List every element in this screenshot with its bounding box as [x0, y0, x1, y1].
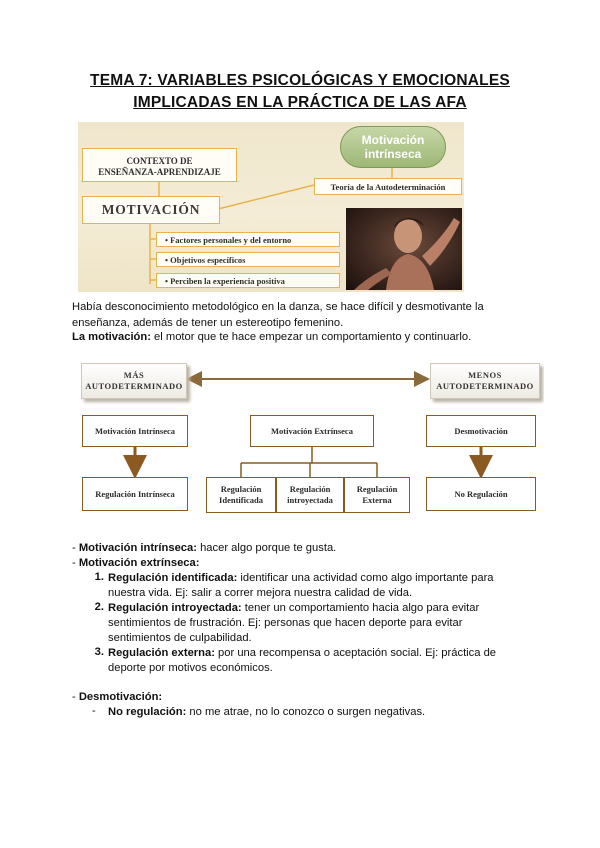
external-label: Regulación externa:: [108, 647, 215, 659]
factor-item-3: • Perciben la experiencia positiva: [156, 273, 340, 288]
less-line-1: MENOS: [468, 370, 502, 380]
intrinsic-text: hacer algo porque te gusta.: [196, 542, 337, 554]
identified-text: identificar una actividad como algo importante para nuestra vida. Ej: salir a correr mejora nuestra calidad de vida.: [108, 572, 494, 599]
intrinsic-motivation-item: - Motivación intrínseca: hacer algo porque te gusta.: [72, 542, 337, 554]
more-line-1: MÁS: [123, 370, 145, 380]
more-line-2: AUTODETERMINADO: [85, 381, 183, 391]
introjected-text: tener un comportamiento hacia algo para evitar sentimientos de frustración. Ej: personas que hacen deporte para evitar sentimientos de culpabilidad.: [108, 602, 480, 644]
external-regulation-box: [344, 477, 410, 513]
self-determination-continuum-figure: [78, 357, 544, 523]
list-item-external: [108, 646, 528, 676]
self-determination-theory-box: Teoría de la Autodeterminación: [314, 178, 462, 195]
motivation-definition-text: el motor que te hace empezar un comportamiento y continuarlo.: [150, 331, 472, 343]
more-self-determined-label: [81, 363, 187, 399]
factor-item-1-text: Factores personales y del entorno: [170, 234, 292, 245]
oval-line-2: intrínseca: [364, 147, 422, 161]
motivation-box: MOTIVACIÓN: [82, 196, 220, 224]
page-title-line-1: TEMA 7: VARIABLES PSICOLÓGICAS Y EMOCIONALES: [90, 72, 510, 89]
list-number-2: 2.: [94, 601, 104, 613]
list-number-3: 3.: [94, 646, 104, 658]
introjected-label: Regulación introyectada:: [108, 602, 242, 614]
identified-line-2: Identificada: [219, 495, 263, 505]
extrinsic-motivation-box: Motivación Extrínseca: [250, 415, 374, 447]
introjected-line-2: introyectada: [287, 495, 333, 505]
context-box: [82, 148, 237, 182]
list-item-identified: [108, 571, 528, 601]
factor-item-3-text: Perciben la experiencia positiva: [170, 275, 285, 286]
factor-item-2: • Objetivos específicos: [156, 252, 340, 267]
amotivation-item: - Desmotivación:: [72, 691, 163, 703]
motivation-definition: [72, 330, 542, 346]
extrinsic-motivation-item: - Motivación extrínseca:: [72, 557, 200, 569]
list-item-no-regulation: [108, 705, 528, 720]
external-line-2: Externa: [362, 495, 392, 505]
no-regulation-label: No regulación:: [108, 706, 187, 718]
introjected-line-1: Regulación: [289, 484, 331, 494]
no-regulation-box: No Regulación: [426, 477, 536, 511]
introjected-regulation-box: [276, 477, 344, 513]
intrinsic-regulation-box: Regulación Intrínseca: [82, 477, 188, 511]
amotivation-label: Desmotivación:: [78, 691, 163, 703]
dancer-silhouette: [346, 208, 462, 290]
identified-regulation-box: [206, 477, 276, 513]
oval-line-1: Motivación: [361, 133, 425, 147]
dancer-photo: [346, 208, 462, 290]
amotivation-box: Desmotivación: [426, 415, 536, 447]
context-line-2: ENSEÑANZA-APRENDIZAJE: [98, 166, 221, 177]
intrinsic-motivation-box: Motivación Intrínseca: [82, 415, 188, 447]
intrinsic-label: Motivación intrínseca:: [78, 542, 197, 554]
intrinsic-motivation-oval: [340, 126, 446, 168]
motivation-definition-label: La motivación:: [72, 331, 151, 343]
identified-label: Regulación identificada:: [108, 572, 238, 584]
extrinsic-label: Motivación extrínseca:: [78, 557, 200, 569]
external-text: por una recompensa o aceptación social. Ej: práctica de deporte por motivos económicos.: [108, 647, 497, 674]
list-number-1: 1.: [94, 571, 104, 583]
factor-item-2-text: Objetivos específicos: [170, 254, 246, 265]
less-self-determined-label: [430, 363, 540, 399]
identified-line-1: Regulación: [220, 484, 262, 494]
factor-item-1: • Factores personales y del entorno: [156, 232, 340, 247]
list-item-introjected: [108, 601, 528, 646]
no-regulation-text: no me atrae, no lo conozco o surgen negativas.: [186, 706, 426, 718]
external-line-1: Regulación: [356, 484, 398, 494]
page-title-line-2: IMPLICADAS EN LA PRÁCTICA DE LAS AFA: [133, 94, 467, 111]
no-regulation-dash: -: [92, 705, 96, 717]
intro-paragraph: Había desconocimiento metodológico en la danza, se hace difícil y desmotivante la enseñanza, además de tener un estereotipo femenino.: [72, 301, 484, 329]
less-line-2: AUTODETERMINADO: [436, 381, 534, 391]
context-line-1: CONTEXTO DE: [126, 155, 193, 166]
motivation-context-figure: [78, 122, 464, 292]
